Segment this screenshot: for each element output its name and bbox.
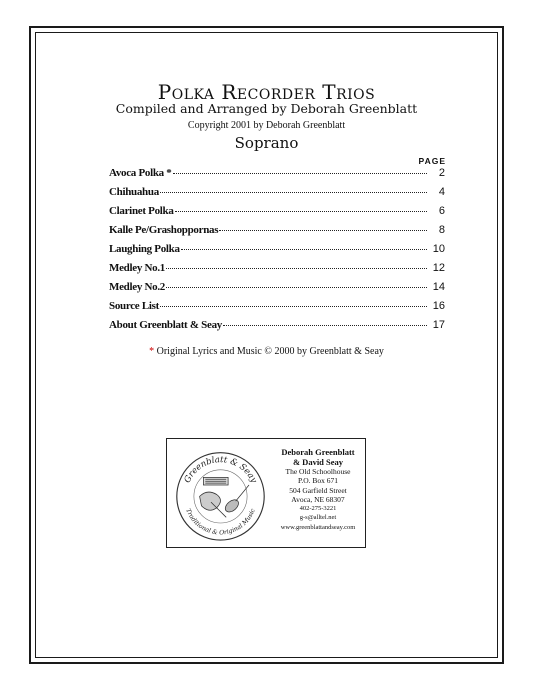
table-of-contents xyxy=(109,167,445,338)
book-subtitle: Compiled and Arranged by Deborah Greenblatt xyxy=(115,101,418,116)
publisher-address xyxy=(271,447,365,532)
toc-leader-dots xyxy=(160,306,427,307)
toc-entry[interactable] xyxy=(109,262,445,281)
publisher-logo xyxy=(173,447,268,542)
toc-leader-dots xyxy=(175,211,427,212)
toc-leader-dots xyxy=(181,249,427,250)
toc-entry[interactable] xyxy=(109,281,445,300)
toc-entry-title: Medley No.1 xyxy=(109,262,165,274)
toc-entry[interactable] xyxy=(109,319,445,338)
footnote-star: * xyxy=(149,346,155,357)
toc-entry-page: 6 xyxy=(438,205,445,217)
toc-leader-dots xyxy=(223,325,427,326)
toc-leader-dots xyxy=(166,287,427,288)
toc-entry-page: 4 xyxy=(438,186,445,198)
publisher-website[interactable]: www.greenblattandseay.com xyxy=(280,523,356,531)
publisher-card xyxy=(166,438,366,548)
publisher-name-1: Deborah Greenblatt xyxy=(281,447,355,457)
address-line: 504 Garfield Street xyxy=(289,485,347,495)
toc-entry[interactable] xyxy=(109,186,445,205)
address-line: The Old Schoolhouse xyxy=(285,467,351,476)
toc-entry-title: Avoca Polka * xyxy=(109,167,172,179)
toc-entry[interactable] xyxy=(109,300,445,319)
publisher-phone: 402-275-3221 xyxy=(299,505,337,513)
toc-entry-title: Kalle Pe/Grashoppornas xyxy=(109,224,219,236)
toc-entry-page: 12 xyxy=(432,262,445,274)
toc-entry-title: Source List xyxy=(109,300,159,312)
toc-entry-title: About Greenblatt & Seay xyxy=(109,319,222,331)
logo-text-bottom: Traditional & Original Music xyxy=(184,507,257,537)
publisher-email[interactable]: g-s@alltel.net xyxy=(299,514,337,522)
toc-entry-title: Laughing Polka xyxy=(109,243,180,255)
toc-page-heading: PAGE xyxy=(418,156,446,166)
toc-entry[interactable] xyxy=(109,205,445,224)
part-name: Soprano xyxy=(234,134,299,152)
copyright-line: Copyright 2001 by Deborah Greenblatt xyxy=(187,120,346,131)
toc-leader-dots xyxy=(160,192,427,193)
toc-entry[interactable] xyxy=(109,224,445,243)
publisher-name-2: & David Seay xyxy=(292,457,344,467)
toc-entry[interactable] xyxy=(109,167,445,186)
footnote xyxy=(0,346,533,357)
toc-entry-page: 10 xyxy=(432,243,445,255)
toc-entry-title: Chihuahua xyxy=(109,186,159,198)
toc-leader-dots xyxy=(219,230,427,231)
toc-entry[interactable] xyxy=(109,243,445,262)
toc-entry-page: 8 xyxy=(438,224,445,236)
toc-entry-page: 14 xyxy=(432,281,445,293)
toc-leader-dots xyxy=(166,268,427,269)
toc-entry-page: 17 xyxy=(432,319,445,331)
book-title: Polka Recorder Trios xyxy=(157,80,376,104)
footnote-text: Original Lyrics and Music © 2000 by Greenblatt & Seay xyxy=(154,346,384,357)
toc-entry-title: Clarinet Polka xyxy=(109,205,174,217)
toc-leader-dots xyxy=(173,173,427,174)
address-line: Avoca, NE 68307 xyxy=(291,494,345,504)
address-line: P.O. Box 671 xyxy=(297,476,338,486)
logo-text-top: Greenblatt & Seay xyxy=(182,455,259,485)
toc-entry-title: Medley No.2 xyxy=(109,281,165,293)
toc-entry-page: 2 xyxy=(438,167,445,179)
toc-entry-page: 16 xyxy=(432,300,445,312)
